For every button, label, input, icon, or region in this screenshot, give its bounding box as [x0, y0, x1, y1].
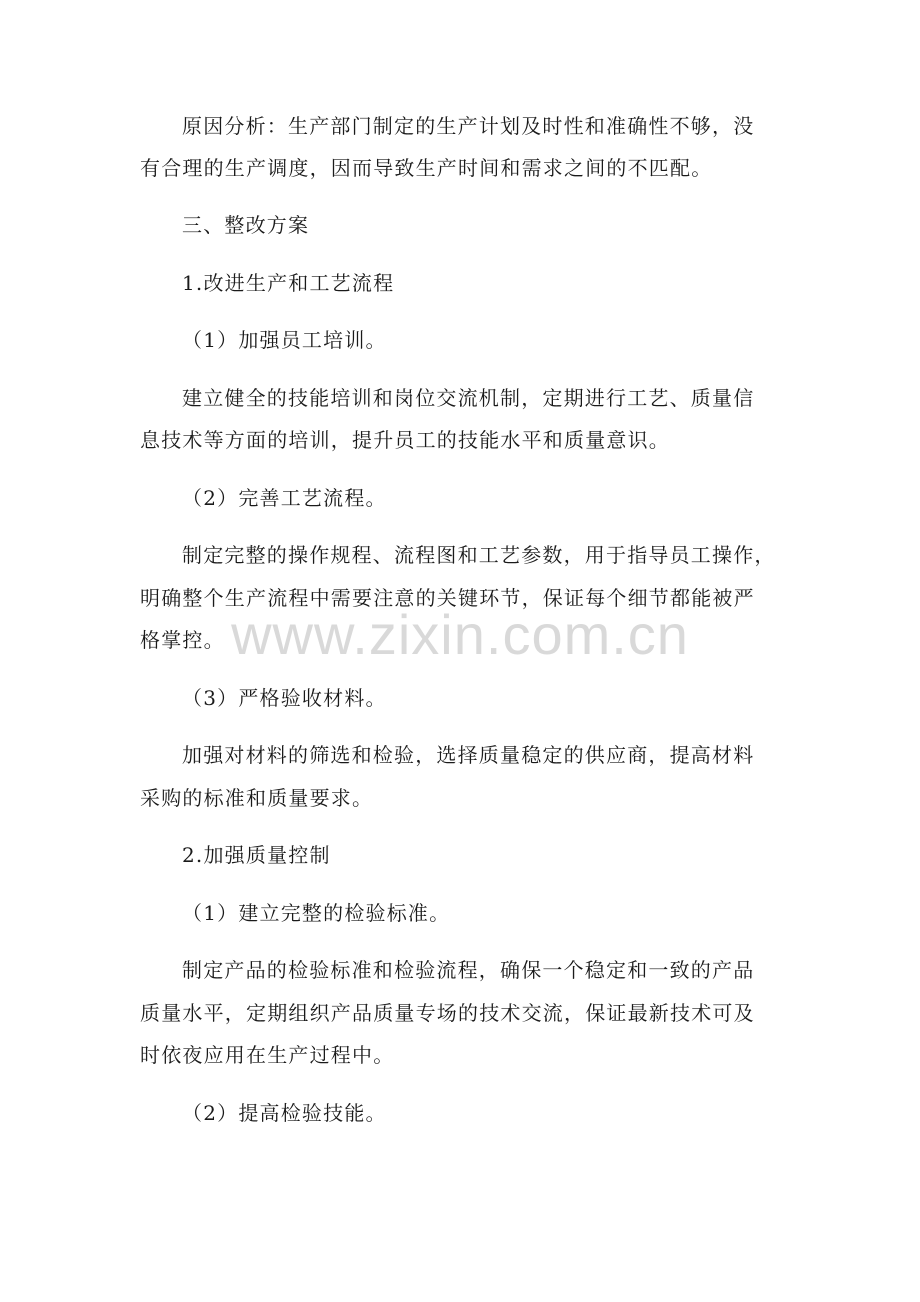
- paragraph-reason-line-1: 原因分析：生产部门制定的生产计划及时性和准确性不够，没: [182, 114, 755, 138]
- item-heading-inspection-standard: （1）建立完整的检验标准。: [182, 901, 451, 925]
- paragraph-materials-line-2: 采购的标准和质量要求。: [140, 786, 374, 810]
- watermark: www.zixin.com.cn: [231, 603, 689, 666]
- paragraph-reason-line-2: 有合理的生产调度，因而导致生产时间和需求之间的不匹配。: [140, 156, 713, 180]
- paragraph-process-line-1: 制定完整的操作规程、流程图和工艺参数，用于指导员工操作，: [182, 543, 776, 567]
- paragraph-materials-line-1: 加强对材料的筛选和检验，选择质量稳定的供应商，提高材料: [182, 743, 755, 767]
- item-heading-materials: （3）严格验收材料。: [182, 686, 387, 710]
- paragraph-process-line-3: 格掌控。: [140, 628, 225, 652]
- paragraph-training-line-2: 息技术等方面的培训，提升员工的技能水平和质量意识。: [140, 428, 670, 452]
- paragraph-inspection-line-2: 质量水平，定期组织产品质量专场的技术交流，保证最新技术可及: [140, 1001, 755, 1025]
- paragraph-training-line-1: 建立健全的技能培训和岗位交流机制，定期进行工艺、质量信: [182, 386, 755, 410]
- subheading-quality-control: 2.加强质量控制: [182, 843, 331, 867]
- item-heading-training: （1）加强员工培训。: [182, 328, 387, 352]
- section-heading-rectification-plan: 三、整改方案: [182, 213, 310, 237]
- paragraph-inspection-line-1: 制定产品的检验标准和检验流程，确保一个稳定和一致的产品: [182, 958, 755, 982]
- paragraph-process-line-2: 明确整个生产流程中需要注意的关键环节，保证每个细节都能被严: [140, 586, 755, 610]
- item-heading-process: （2）完善工艺流程。: [182, 486, 387, 510]
- paragraph-inspection-line-3: 时依夜应用在生产过程中。: [140, 1043, 395, 1067]
- subheading-improve-process: 1.改进生产和工艺流程: [182, 271, 395, 295]
- item-heading-inspection-skills: （2）提高检验技能。: [182, 1101, 387, 1125]
